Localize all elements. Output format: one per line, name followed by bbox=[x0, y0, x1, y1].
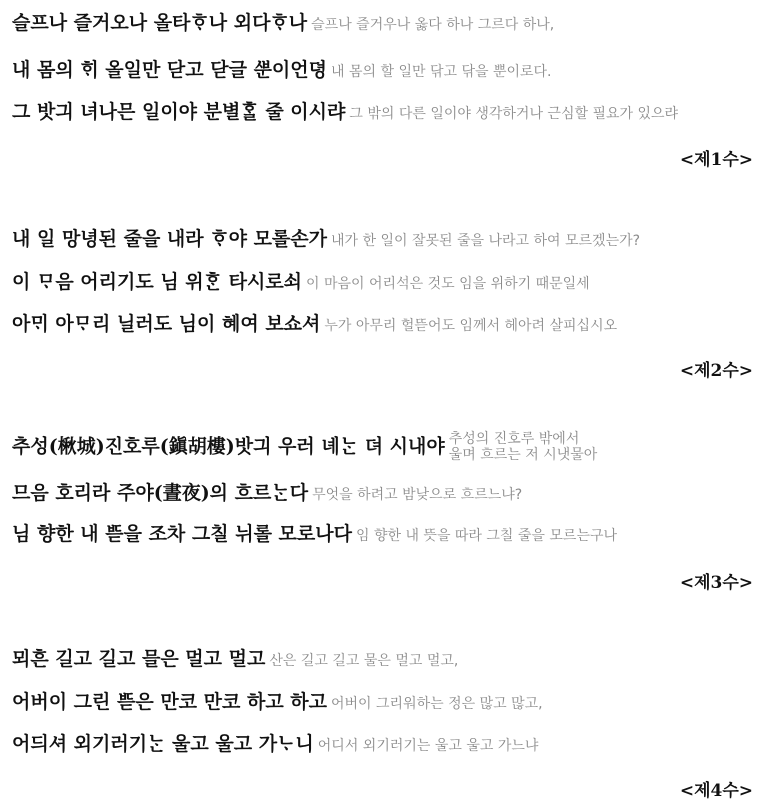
translation-text: 슬프나 즐거우나 옳다 하나 그르다 하나, bbox=[311, 17, 555, 33]
translation-text: 어디서 외기러기는 울고 울고 가느냐 bbox=[317, 738, 539, 754]
stanza-label: <제4수> bbox=[679, 781, 753, 801]
translation-line-1: 추성의 진호루 밖에서 bbox=[448, 431, 580, 447]
stanza-3-line-3 bbox=[12, 525, 617, 544]
translation-text: 산은 길고 길고 물은 멀고 멀고, bbox=[269, 653, 459, 669]
original-text: 내 몸의 ᄒᆡ 올일만 닫고 닫글 ᄲᅮᆫ이언뎡 bbox=[12, 59, 327, 81]
stanza-4-line-3 bbox=[12, 735, 538, 754]
original-text: 그 밧긔 녀나믄 일이야 분별ᄒᆞᆯ 줄 이시랴 bbox=[12, 101, 346, 123]
translation-text: 이 마음이 어리석은 것도 임을 위하기 때문일세 bbox=[306, 276, 590, 292]
translation-text: 내가 한 일이 잘못된 줄을 나라고 하여 모르겠는가? bbox=[331, 233, 641, 249]
stanza-2-line-2 bbox=[12, 273, 590, 292]
stanza-3-line-2 bbox=[12, 484, 522, 503]
original-text: 이 ᄆᆞ음 어리기도 님 위ᄒᆞᆫ 타시로쇠 bbox=[12, 271, 303, 293]
original-text: 내 일 망녕된 줄을 내라 ᄒᆞ야 모롤손가 bbox=[12, 228, 327, 250]
translation-text: 누가 아무리 헐뜯어도 임께서 헤아려 살피십시오 bbox=[324, 318, 618, 334]
translation-line-2: 울며 흐르는 저 시냇물아 bbox=[448, 447, 598, 463]
stanza-2-line-3 bbox=[12, 315, 617, 334]
original-text: 아ᄆᆡ 아ᄆᆞ리 닐러도 님이 혜여 보쇼셔 bbox=[12, 313, 321, 335]
stanza-2-line-1 bbox=[12, 230, 640, 249]
original-text: 님 향한 내 ᄠᅳᆮ을 조차 그칠 뉘롤 모로나다 bbox=[12, 523, 352, 545]
stanza-label: <제2수> bbox=[679, 361, 753, 381]
original-text: 어버이 그린 ᄠᅳᆮ은 만코 만코 하고 하고 bbox=[12, 691, 327, 713]
stanza-3-line-1 bbox=[12, 431, 597, 463]
translation-text: 임 향한 내 뜻을 따라 그칠 줄을 모르는구나 bbox=[355, 528, 618, 544]
stanza-1-line-2 bbox=[12, 61, 552, 80]
original-text: 슬프나 즐거오나 올타ᄒᆞ나 외다ᄒᆞ나 bbox=[12, 12, 308, 34]
original-text: 므음 호리라 주야(晝夜)의 흐르ᄂᆞᆫ다 bbox=[12, 482, 309, 504]
stanza-1-line-1 bbox=[12, 14, 554, 33]
stanza-label: <제1수> bbox=[679, 150, 753, 170]
translation-text: 어버이 그리워하는 정은 많고 많고, bbox=[331, 696, 543, 712]
translation-text: 무엇을 하려고 밤낮으로 흐르느냐? bbox=[312, 487, 523, 503]
translation-text bbox=[449, 431, 598, 463]
stanza-1-line-3 bbox=[12, 103, 678, 122]
translation-text: 내 몸의 할 일만 닦고 닦을 뿐이로다. bbox=[331, 64, 552, 80]
original-text: 뫼흔 길고 길고 믈은 멀고 멀고 bbox=[12, 648, 266, 670]
stanza-4-line-1 bbox=[12, 650, 458, 669]
original-text: 어듸셔 외기러기ᄂᆞᆫ 울고 울고 가ᄂᆞ니 bbox=[12, 733, 314, 755]
stanza-4-line-2 bbox=[12, 693, 543, 712]
translation-text: 그 밖의 다른 일이야 생각하거나 근심할 필요가 있으랴 bbox=[349, 106, 679, 122]
stanza-label: <제3수> bbox=[679, 573, 753, 593]
original-text: 추성(楸城)진호루(鎭胡樓)밧긔 우러 녜ᄂᆞᆫ 뎌 시내야 bbox=[12, 435, 445, 458]
